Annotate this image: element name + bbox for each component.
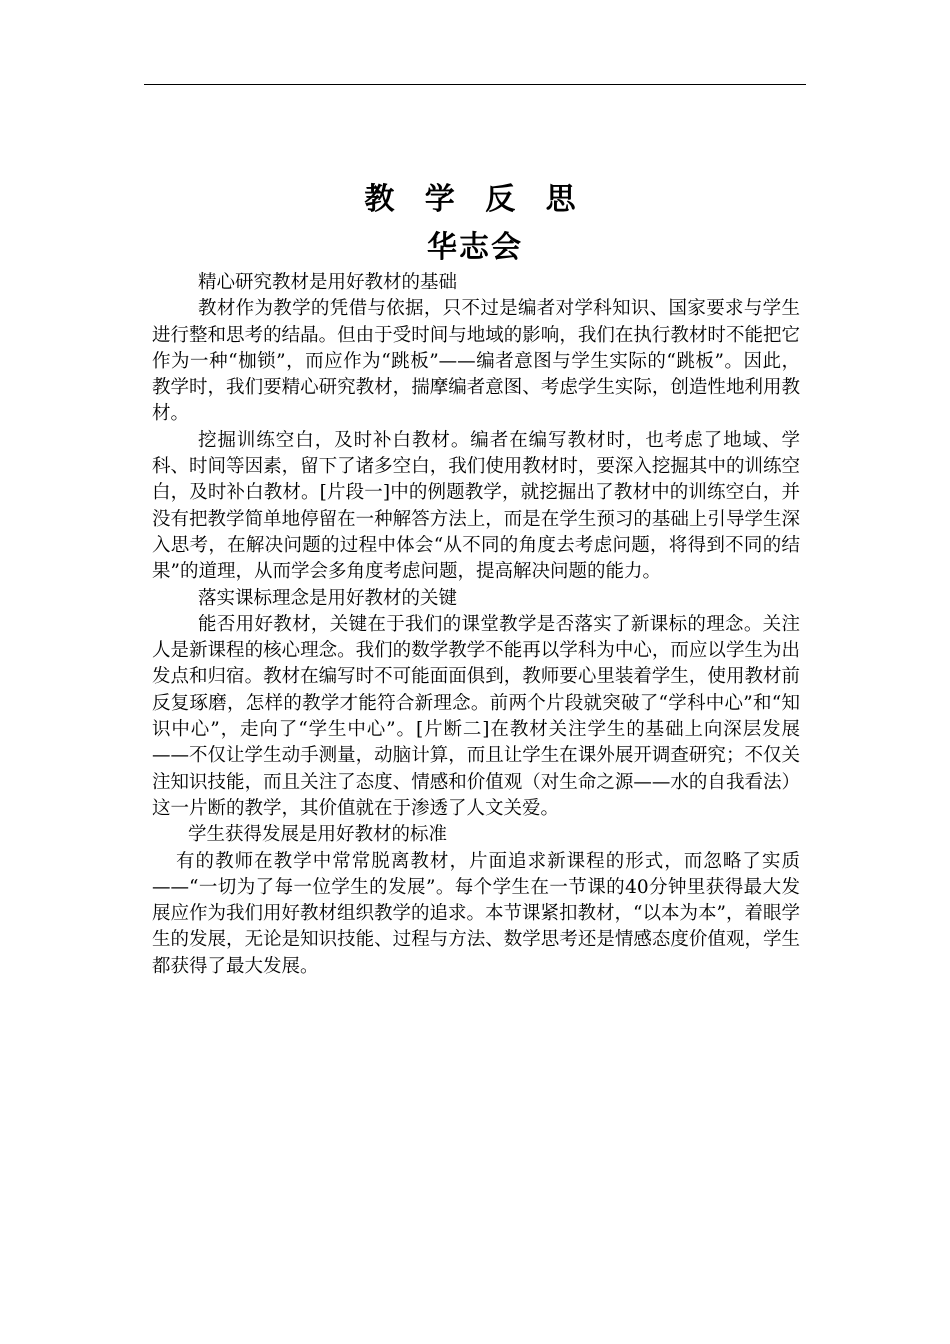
body-paragraph: 有的教师在教学中常常脱离教材，片面追求新课程的形式，而忽略了实质——“一切为了每一位学生的发展”。每个学生在一节课的40分钟里获得最大发展应作为我们用好教材组织教学的追求。本节课紧扣教材，“以本为本”，着眼学生的发展，无论是知识技能、过程与方法、数学思考还是情感态度价值观，学生都获得了最大发展。 (152, 850, 800, 977)
section-heading: 精心研究教材是用好教材的基础 (198, 272, 458, 293)
author-name: 华志会 (427, 230, 523, 265)
body-paragraph: 挖掘训练空白，及时补白教材。编者在编写教材时，也考虑了地域、学科、时间等因素，留下了诸多空白，我们使用教材时，要深入挖掘其中的训练空白，及时补白教材。[片段一]中的例题教学，就挖掘出了教材中的训练空白，并没有把教学简单地停留在一种解答方法上，而是在学生预习的基础上引导学生深入思考，在解决问题的过程中体会“从不同的角度去考虑问题，将得到不同的结果”的道理，从而学会多角度考虑问题，提高解决问题的能力。 (152, 429, 800, 583)
section-heading: 落实课标理念是用好教材的关键 (198, 587, 458, 609)
body-paragraph: 教材作为教学的凭借与依据，只不过是编者对学科知识、国家要求与学生进行整和思考的结晶。但由于受时间与地域的影响，我们在执行教材时不能把它作为一种“枷锁”，而应作为“跳板”——编者意图与学生实际的“跳板”。因此，教学时，我们要精心研究教材，揣摩编者意图、考虑学生实际，创造性地利用教材。 (152, 298, 800, 425)
section-heading: 学生获得发展是用好教材的标准 (188, 824, 448, 846)
body-paragraph: 能否用好教材，关键在于我们的课堂教学是否落实了新课标的理念。关注人是新课程的核心理念。我们的数学教学不能再以学科为中心，而应以学生为出发点和归宿。教材在编写时不可能面面俱到，教师要心里装着学生，使用教材前反复琢磨，怎样的教学才能符合新理念。前两个片段就突破了“学科中心”和“知识中心”，走向了“学生中心”。[片断二]在教材关注学生的基础上向深层发展——不仅让学生动手测量，动脑计算，而且让学生在课外展开调查研究；不仅关注知识技能，而且关注了态度、情感和价值观（对生命之源——水的自我看法）这一片断的教学，其价值就在于渗透了人文关爱。 (152, 613, 800, 819)
document-body (152, 270, 800, 980)
header-rule (144, 84, 806, 85)
document-title: 教 学 反 思 (364, 182, 586, 217)
